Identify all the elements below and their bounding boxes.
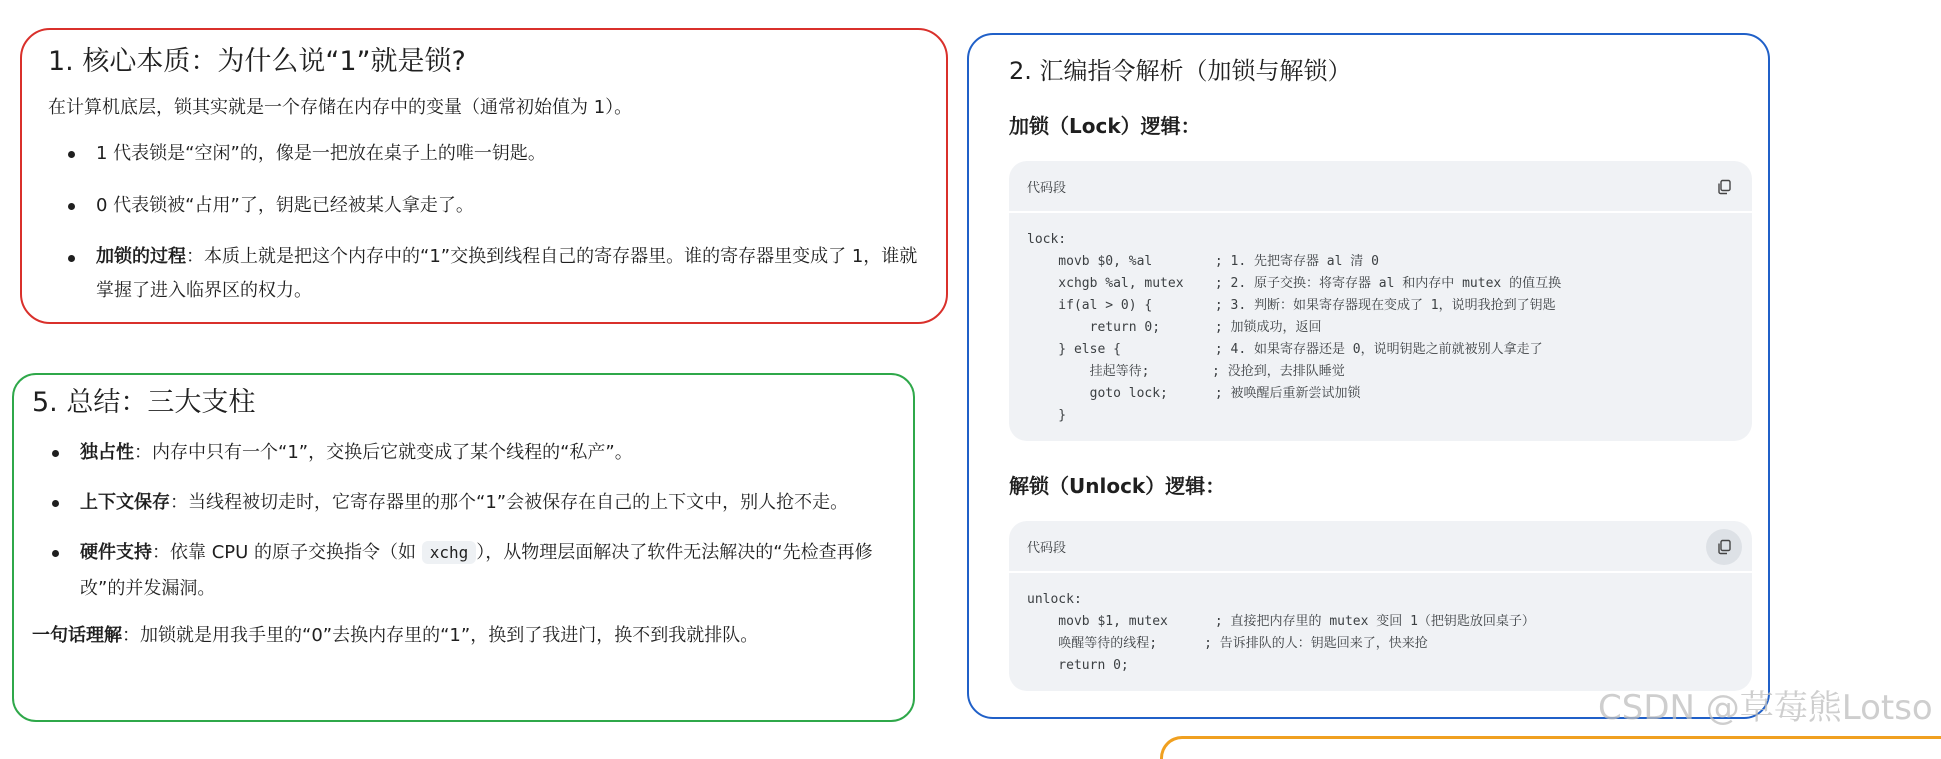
lock-code: lock: movb $0, %al ; 1. 先把寄存器 al 清 0 xchgb %al, mutex ; 2. 原子交换：将寄存器 al 和内存中 mutex 的值互换 if(al > 0) { ; 3. 判断：如果寄存器现在变成了 1，说明我抢到了钥匙 return 0; ; 加锁成功，返回 } else { ; 4. 如果寄存器还是 0，说明钥匙之前就被别人拿走了 挂起等待; ; 没抢到，去排队睡觉 goto lock; ; 被唤醒后重新尝试加锁 } (1027, 232, 1562, 423)
unlock-heading: 解锁（Unlock）逻辑： (1009, 474, 1226, 498)
summary-card (12, 373, 915, 722)
code-block-label: 代码段 (1027, 540, 1067, 556)
summary-title: 5. 总结：三大支柱 (32, 387, 256, 418)
bullet-dot (52, 450, 59, 457)
bullet-dot (52, 500, 59, 507)
inline-code: xchg (422, 541, 477, 564)
list-item-keyword: 上下文保存 (80, 492, 170, 513)
list-item-text: ：当线程被切走时，它寄存器里的那个“1”会被保存在自己的上下文中，别人抢不走。 (170, 492, 849, 513)
bullet-dot (52, 550, 59, 557)
list-item-text: 1 代表锁是“空闲”的，像是一把放在桌子上的唯一钥匙。 (96, 143, 546, 164)
one-sentence-summary (32, 621, 889, 651)
list-item-text: ），从物理层面解决了软件无法解决的“先检查再修改”的并发漏洞。 (80, 542, 873, 599)
list-item (80, 535, 889, 607)
list-item (96, 188, 918, 224)
core-essence-title: 1. 核心本质：为什么说“1”就是锁? (48, 46, 466, 77)
list-item-text: ：内存中只有一个“1”，交换后它就变成了某个线程的“私产”。 (134, 442, 633, 463)
bullet-dot (68, 151, 75, 158)
list-item (80, 435, 889, 471)
list-item (80, 485, 889, 521)
unlock-code: unlock: movb $1, mutex ; 直接把内存里的 mutex 变回 1（把钥匙放回桌子） 唤醒等待的线程; ; 告诉排队的人：钥匙回来了，快来抢 return 0; (1027, 592, 1535, 673)
core-essence-intro: 在计算机底层，锁其实就是一个存储在内存中的变量（通常初始值为 1）。 (48, 97, 633, 118)
list-item-keyword: 加锁的过程 (96, 246, 186, 267)
copy-button[interactable] (1706, 169, 1742, 205)
list-item-text: ：依靠 CPU 的原子交换指令（如 (152, 542, 422, 563)
lock-heading: 加锁（Lock）逻辑： (1009, 114, 1201, 138)
core-essence-card (20, 28, 948, 324)
core-essence-list (48, 136, 918, 308)
code-block-header (1009, 161, 1752, 213)
copy-icon (1716, 179, 1732, 195)
assembly-title: 2. 汇编指令解析（加锁与解锁） (1009, 57, 1352, 85)
list-item-keyword: 独占性 (80, 442, 134, 463)
list-item-keyword: 硬件支持 (80, 542, 152, 563)
list-item (96, 136, 918, 172)
one-sentence-label: 一句话理解 (32, 625, 122, 646)
code-block-header (1009, 521, 1752, 573)
list-item-text: ：本质上就是把这个内存中的“1”交换到线程自己的寄存器里。谁的寄存器里变成了 1，谁就掌握了进入临界区的权力。 (96, 246, 918, 301)
unlock-code-block (1009, 521, 1752, 691)
watermark: CSDN @草莓熊Lotso (1598, 688, 1933, 728)
bullet-dot (68, 255, 75, 262)
partial-next-card (1160, 736, 1941, 759)
lock-code-block (1009, 161, 1752, 441)
list-item-text: 0 代表锁被“占用”了，钥匙已经被某人拿走了。 (96, 195, 474, 216)
bullet-dot (68, 203, 75, 210)
one-sentence-text: ：加锁就是用我手里的“0”去换内存里的“1”，换到了我进门，换不到我就排队。 (122, 625, 759, 646)
summary-list (32, 435, 889, 607)
list-item (96, 240, 918, 308)
copy-icon (1716, 539, 1732, 555)
copy-button[interactable] (1706, 529, 1742, 565)
assembly-card (967, 33, 1770, 719)
code-block-label: 代码段 (1027, 180, 1067, 196)
